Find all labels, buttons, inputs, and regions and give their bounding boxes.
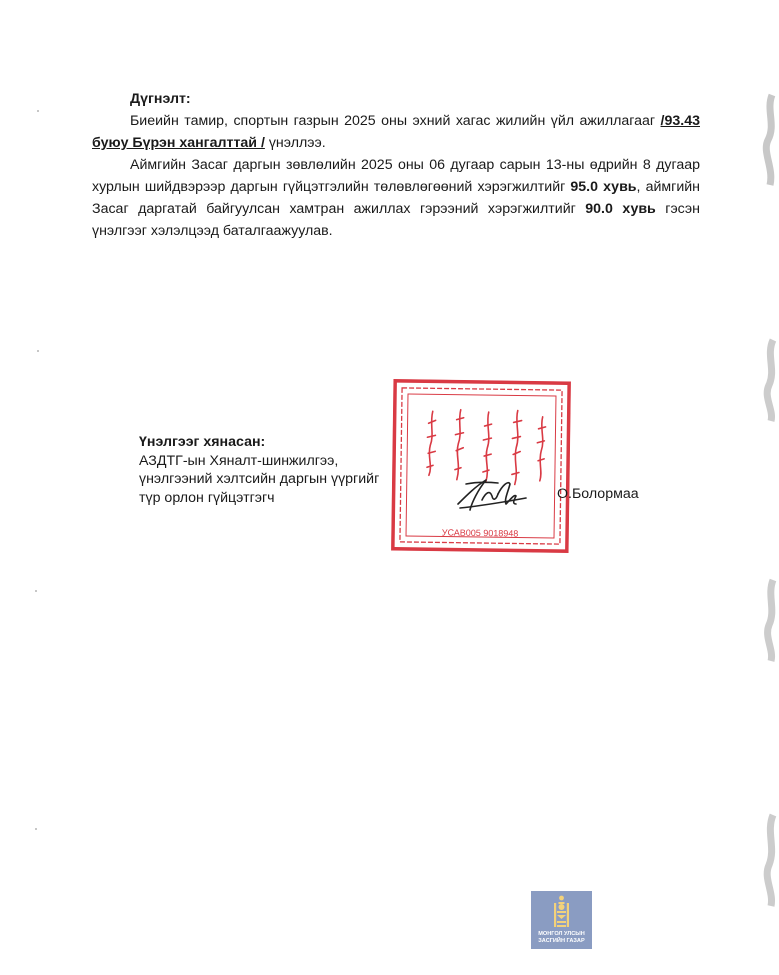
scan-dot [35, 828, 37, 830]
scan-edge-mark [758, 810, 779, 910]
logo-line-2: ЗАСГИЙН ГАЗАР [538, 938, 585, 944]
government-logo [531, 891, 592, 949]
plan-percentage: 95.0 хувь [570, 179, 637, 195]
paragraph-1-end: үнэллээ. [264, 135, 326, 151]
scan-dot [37, 350, 39, 352]
paragraph-2-mid: , аймгийн Засаг даргатай байгуулсан хамтран ажиллах гэрээний хэрэгжилтийг [92, 179, 701, 217]
handwritten-signature [452, 470, 530, 514]
paragraph-2-end: гэсэн үнэлгээг хэлэлцээд баталгаажуулав. [92, 201, 701, 239]
stamp-serial: УСАВ005 9018948 [441, 527, 519, 539]
scan-dot [37, 110, 39, 112]
scan-edge-mark [758, 575, 779, 665]
reviewer-department: АЗДТГ-ын Хяналт-шинжилгээ, [139, 452, 339, 469]
contract-percentage: 90.0 хувь [585, 201, 656, 217]
reviewer-block [139, 433, 429, 507]
paragraph-2-text: Аймгийн Засаг даргын зөвлөлийн 2025 оны 06 дугаар сарын 13-ны өдрийн 8 дугаар хурлын шийдвэрээр даргын гүйцэтгэлийн төлөвлөгөөний хэрэгжилтийг [92, 157, 700, 195]
scan-dot [35, 590, 37, 592]
conclusion-heading: Дүгнэлт: [130, 91, 191, 107]
conclusion-section [92, 88, 700, 242]
conclusion-paragraph-1 [92, 110, 700, 154]
signature-graphic [452, 470, 530, 514]
paragraph-1-text: Биеийн тамир, спортын газрын 2025 оны эхний хагас жилийн үйл ажиллагааг [130, 113, 661, 129]
reviewer-position: үнэлгээний хэлтсийн даргын үүргийг [139, 471, 380, 487]
reviewer-position-continued: түр орлон гүйцэтгэгч [139, 489, 275, 506]
logo-line-1: МОНГОЛ УЛСЫН [538, 931, 585, 937]
scan-edge-mark [758, 90, 779, 190]
signer-name: О.Болормаа [557, 486, 639, 502]
soyombo-emblem-icon [531, 893, 592, 933]
reviewer-title: Үнэлгээг хянасан: [139, 434, 266, 450]
scan-edge-mark [758, 335, 779, 425]
conclusion-paragraph-2 [92, 154, 700, 242]
rating-text: /93.43 буюу Бүрэн хангалттай / [92, 113, 700, 151]
